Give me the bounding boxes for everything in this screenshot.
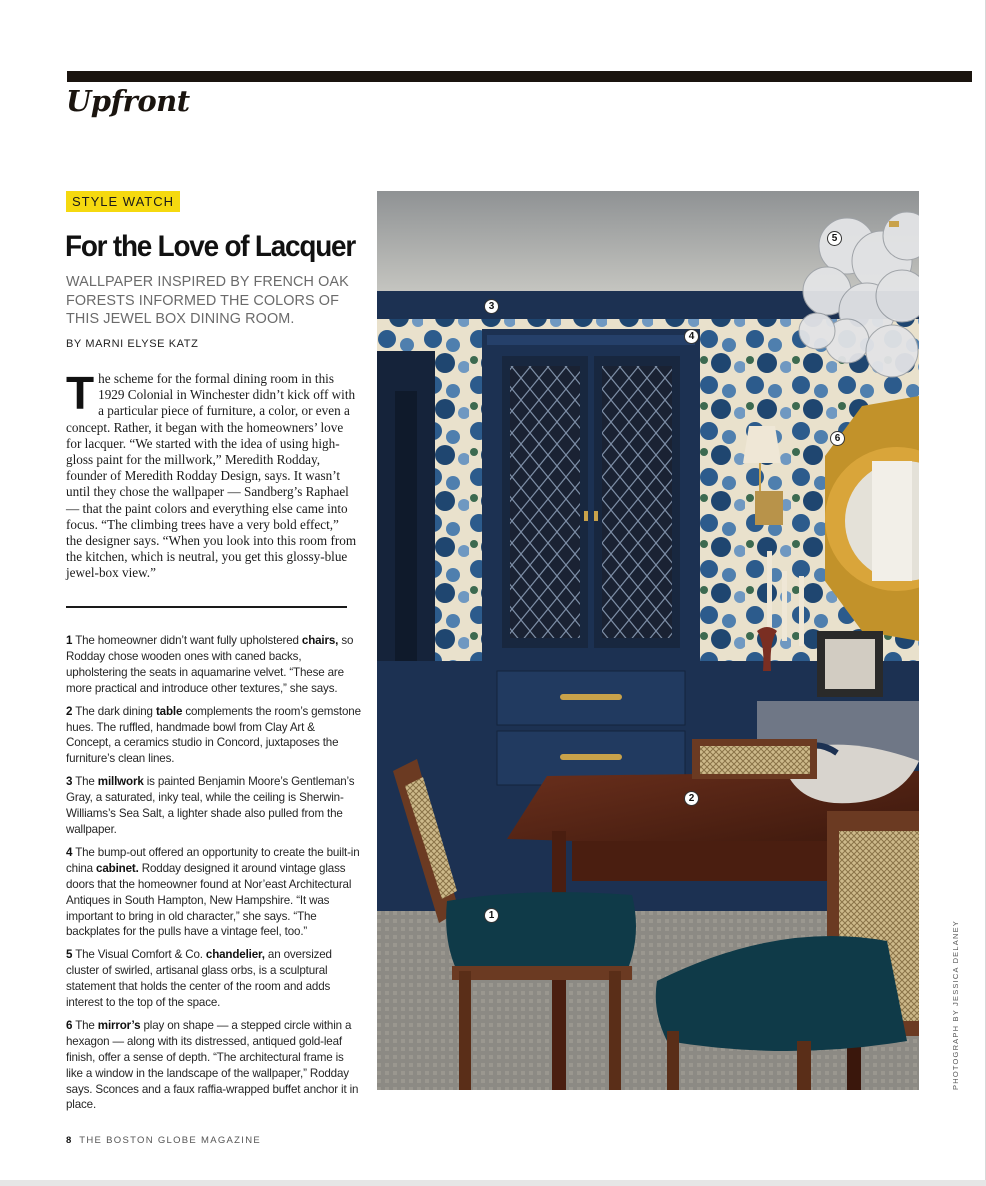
divider: [66, 606, 347, 608]
section-title: Upfront: [66, 84, 190, 118]
dek: WALLPAPER INSPIRED BY FRENCH OAK FORESTS INFORMED THE COLORS OF THIS JEWEL BOX DINING ROOM.: [66, 274, 349, 327]
byline: BY MARNI ELYSE KATZ: [66, 338, 199, 350]
item-keyword: mirror’s: [97, 1018, 141, 1032]
item-keyword: millwork: [97, 775, 144, 789]
section-rule: [67, 71, 972, 82]
photo-marker-1: 1: [484, 908, 499, 923]
item-number: 1: [66, 634, 73, 647]
headline: For the Love of Lacquer: [65, 230, 355, 263]
photo-marker-2: 2: [684, 791, 699, 806]
article-body: [66, 367, 358, 582]
item-number: 6: [66, 1018, 73, 1032]
list-item: 5 The Visual Comfort & Co. chandelier, an oversized cluster of swirled, artisanal glass orbs, is a sculptural statement that holds the center of the room and adds interest to the top of the space.: [66, 948, 332, 1010]
item-keyword: chandelier,: [205, 948, 265, 962]
item-keyword: cabinet.: [96, 861, 139, 875]
page-number: 8: [66, 1135, 72, 1146]
list-item: 4 The bump-out offered an opportunity to create the built-in china cabinet. Rodday designed it around vintage glass doors that the homeowner found at Nor’east Architectural Antiques in South Hampton, New Hampshire. “It was important to bring in old character,” she says. “The backplates for the pulls have a vintage feel, too.”: [66, 845, 360, 939]
photo-marker-4: 4: [684, 329, 699, 344]
list-item: 2 The dark dining table complements the room’s gemstone hues. The ruffled, handmade bowl from Clay Art & Concept, a ceramics studio in Concord, juxtaposes the furniture’s clean lines.: [66, 704, 361, 766]
item-list: [66, 633, 362, 1120]
photo-marker-6: 6: [830, 431, 845, 446]
page-bottom-band: [0, 1180, 986, 1186]
list-item: 6 The mirror’s play on shape — a stepped circle within a hexagon — along with its distressed, antiqued gold-leaf finish, offer a sense of depth. “The architectural frame is like a window in the landscape of the wallpaper,” Rodday says. Sconces and a faux raffia-wrapped buffet anchor it in place.: [66, 1018, 359, 1112]
item-keyword: chairs,: [301, 634, 339, 647]
photo-credit: PHOTOGRAPH BY JESSICA DELANEY: [951, 920, 960, 1090]
item-number: 4: [66, 845, 73, 859]
dining-room-illustration: [377, 191, 919, 1090]
publication-name: THE BOSTON GLOBE MAGAZINE: [79, 1135, 262, 1146]
item-number: 2: [66, 704, 73, 718]
page-footer: [66, 1135, 261, 1146]
list-item: 1 The homeowner didn’t want fully upholstered chairs, so Rodday chose wooden ones with caned backs, upholstering the seats in aquamarine velvet. “These are more practical and introduce other textures,” she says.: [66, 634, 354, 695]
photo-marker-3: 3: [484, 299, 499, 314]
article-body-text: he scheme for the formal dining room in this 1929 Colonial in Winchester didn’t kick off with a particular piece of furniture, a color, or even a concept. Rather, it began with the homeowners’ love for lacquer. “We started with the idea of using high-gloss paint for the millwork,” Meredith Rodday, founder of Meredith Rodday Design, says. It wasn’t until they chose the wallpaper — Sandberg’s Raphael — that the paint colors and everything else came into focus. “The climbing trees have a very bold effect,” the designer says. “When you look into this room from the kitchen, which is neutral, you get this glossy-blue jewel-box view.”: [66, 371, 357, 581]
item-number: 3: [66, 775, 73, 789]
drop-cap: T: [66, 367, 95, 419]
dining-room-photo: [377, 191, 919, 1090]
list-item: 3 The millwork is painted Benjamin Moore’s Gentleman’s Gray, a saturated, inky teal, while the ceiling is Sherwin-Williams’s Sea Salt, a lighter shade also pulled from the wallpaper.: [66, 775, 355, 836]
photo-marker-5: 5: [827, 231, 842, 246]
item-keyword: table: [155, 704, 183, 718]
kicker-label: STYLE WATCH: [66, 191, 180, 212]
item-number: 5: [66, 948, 73, 962]
